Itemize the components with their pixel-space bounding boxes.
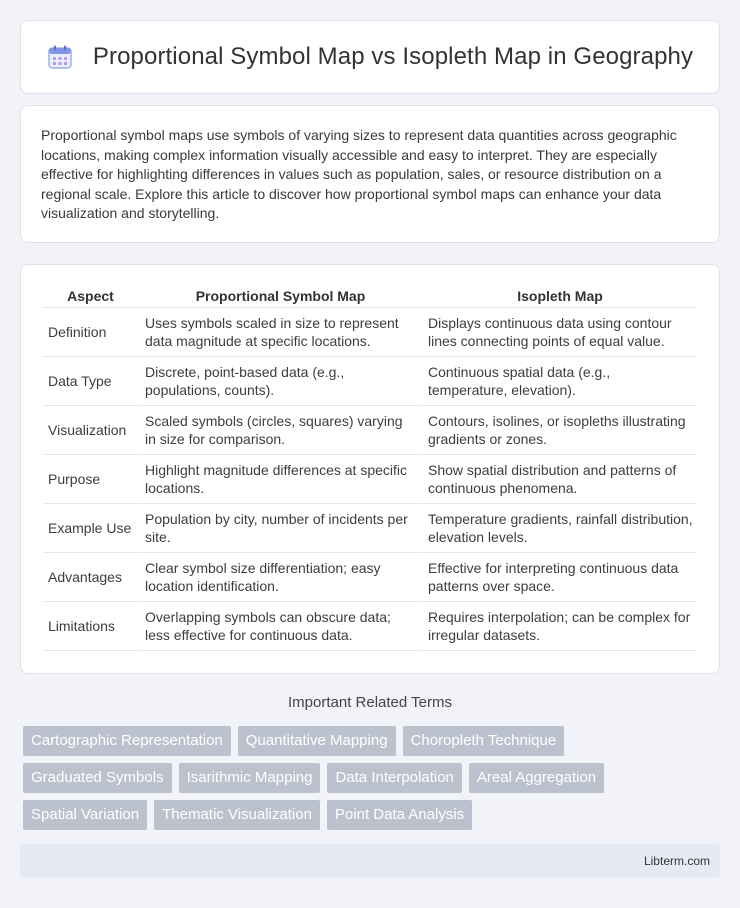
table-cell-isopleth: Continuous spatial data (e.g., temperature, elevation). [421, 357, 697, 406]
calendar-icon [47, 44, 73, 70]
table-cell-aspect: Advantages [43, 553, 138, 602]
table-row [43, 553, 697, 602]
related-term-tag[interactable]: Graduated Symbols [23, 763, 172, 793]
table-cell-proportional: Overlapping symbols can obscure data; less effective for continuous data. [138, 602, 421, 651]
comparison-table-card [20, 264, 720, 674]
intro-card [20, 105, 720, 243]
table-row [43, 406, 697, 455]
table-cell-aspect: Example Use [43, 504, 138, 553]
related-term-tag[interactable]: Cartographic Representation [23, 726, 231, 756]
table-cell-isopleth: Show spatial distribution and patterns of continuous phenomena. [421, 455, 697, 504]
table-cell-proportional: Uses symbols scaled in size to represent data magnitude at specific locations. [138, 308, 421, 357]
intro-text: Proportional symbol maps use symbols of varying sizes to represent data quantities across geographic locations, making complex information visually accessible and easy to interpret. They are especially effective for highlighting differences in values such as population, sales, or resource distribution on a regional scale. Explore this article to discover how proportional symbol maps can enhance your data visualization and storytelling. [41, 127, 677, 221]
related-terms-title: Important Related Terms [288, 694, 452, 711]
related-term-tag[interactable]: Quantitative Mapping [238, 726, 396, 756]
table-row [43, 504, 697, 553]
table-row [43, 455, 697, 504]
table-cell-isopleth: Contours, isolines, or isopleths illustrating gradients or zones. [421, 406, 697, 455]
table-cell-isopleth: Effective for interpreting continuous data patterns over space. [421, 553, 697, 602]
related-term-tag[interactable]: Choropleth Technique [403, 726, 565, 756]
related-term-tag[interactable]: Spatial Variation [23, 800, 147, 830]
column-header-isopleth: Isopleth Map [421, 285, 697, 308]
header-card [20, 20, 720, 94]
tag-row [23, 800, 723, 830]
table-cell-proportional: Clear symbol size differentiation; easy location identification. [138, 553, 421, 602]
table-row [43, 357, 697, 406]
table-cell-isopleth: Requires interpolation; can be complex for irregular datasets. [421, 602, 697, 651]
table-cell-aspect: Data Type [43, 357, 138, 406]
related-term-tag[interactable]: Point Data Analysis [327, 800, 472, 830]
table-cell-aspect: Visualization [43, 406, 138, 455]
table-row [43, 602, 697, 651]
table-cell-proportional: Discrete, point-based data (e.g., populations, counts). [138, 357, 421, 406]
column-header-proportional: Proportional Symbol Map [138, 285, 421, 308]
footer [20, 844, 720, 878]
table-header-row [43, 285, 697, 308]
related-terms-list [23, 726, 723, 837]
table-cell-proportional: Scaled symbols (circles, squares) varying in size for comparison. [138, 406, 421, 455]
table-cell-isopleth: Displays continuous data using contour lines connecting points of equal value. [421, 308, 697, 357]
related-term-tag[interactable]: Isarithmic Mapping [179, 763, 321, 793]
related-term-tag[interactable]: Data Interpolation [327, 763, 461, 793]
related-term-tag[interactable]: Areal Aggregation [469, 763, 604, 793]
page-title: Proportional Symbol Map vs Isopleth Map in Geography [92, 43, 694, 70]
table-cell-proportional: Highlight magnitude differences at specific locations. [138, 455, 421, 504]
tag-row [23, 726, 723, 756]
table-cell-aspect: Definition [43, 308, 138, 357]
table-cell-isopleth: Temperature gradients, rainfall distribution, elevation levels. [421, 504, 697, 553]
table-row [43, 308, 697, 357]
column-header-aspect: Aspect [43, 285, 138, 308]
table-cell-aspect: Purpose [43, 455, 138, 504]
table-cell-aspect: Limitations [43, 602, 138, 651]
table-cell-proportional: Population by city, number of incidents per site. [138, 504, 421, 553]
footer-brand[interactable]: Libterm.com [643, 854, 710, 868]
comparison-table [43, 285, 697, 651]
related-term-tag[interactable]: Thematic Visualization [154, 800, 320, 830]
tag-row [23, 763, 723, 793]
